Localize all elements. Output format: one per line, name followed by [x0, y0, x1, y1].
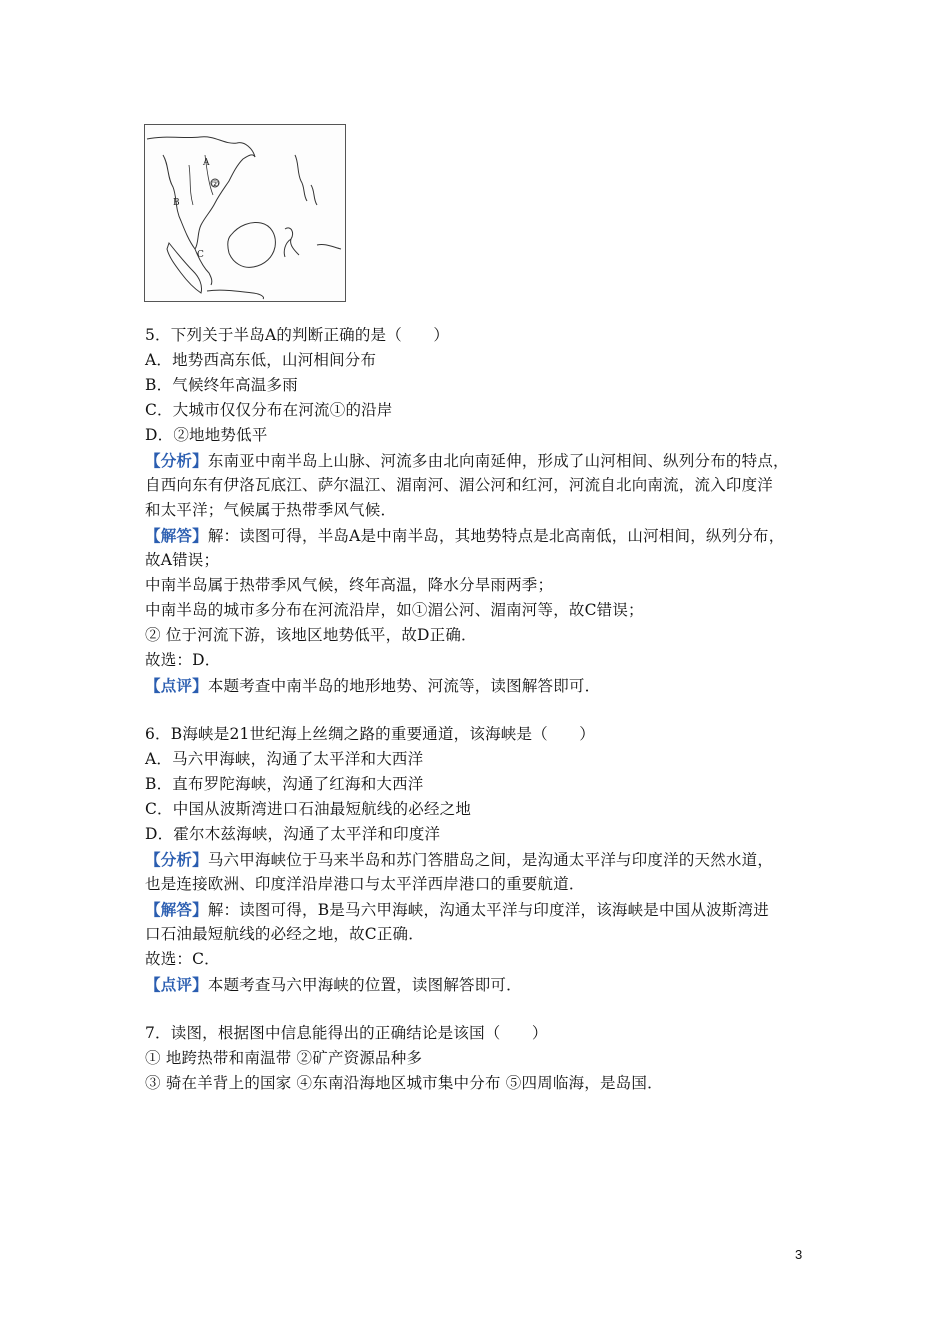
analysis-line: 也是连接欧洲、印度洋沿岸港口与太平洋西岸港口的重要航道． [145, 875, 585, 893]
map-new-guinea [317, 244, 341, 249]
analysis-tag: 【分析】 [145, 850, 208, 869]
analysis-tag: 【分析】 [145, 451, 208, 470]
option-d: D．霍尔木兹海峡，沟通了太平洋和印度洋 [145, 825, 441, 843]
question-stem: 7．读图，根据图中信息能得出的正确结论是该国（ ） [145, 1024, 548, 1042]
map-label-circle2: ② [211, 180, 220, 190]
answer-line [145, 897, 825, 922]
map-river [189, 165, 193, 205]
answer-line: 故选：D． [145, 651, 221, 669]
answer-text: 解：读图可得，B是马六甲海峡，沟通太平洋与印度洋，该海峡是中国从波斯湾进 [207, 901, 769, 919]
option-d: D．②地地势低平 [145, 426, 268, 444]
answer-line: 中南半岛属于热带季风气候，终年高温，降水分旱雨两季； [145, 576, 554, 594]
option-a: A．地势西高东低，山河相间分布 [145, 351, 377, 369]
answer-tag: 【解答】 [145, 526, 208, 545]
comment-text: 本题考查马六甲海峡的位置，读图解答即可． [207, 976, 522, 994]
answer-text: 解：读图可得，半岛A是中南半岛，其地势特点是北高南低，山河相间，纵列分布， [207, 527, 785, 545]
map-java [207, 290, 264, 299]
question-stem: 5．下列关于半岛A的判断正确的是（ ） [145, 326, 450, 344]
statement-line: ① 地跨热带和南温带 ②矿产资源品种多 [145, 1049, 423, 1067]
option-b: B．直布罗陀海峡，沟通了红海和大西洋 [145, 775, 424, 793]
comment-text: 本题考查中南半岛的地形地势、河流等，读图解答即可． [207, 677, 601, 695]
analysis-text: 马六甲海峡位于马来半岛和苏门答腊岛之间，是沟通太平洋与印度洋的天然水道， [207, 851, 774, 869]
answer-line: 故A错误； [145, 551, 220, 569]
spacer [145, 997, 825, 1021]
map-philippines [295, 155, 317, 205]
analysis-line [145, 448, 825, 473]
map-label-b: B [173, 198, 180, 208]
answer-line [145, 523, 825, 548]
answer-line: 故选：C． [145, 950, 220, 968]
comment-line [145, 972, 825, 997]
question-7 [145, 1021, 825, 1096]
comment-tag: 【点评】 [145, 975, 208, 994]
question-5 [145, 323, 825, 698]
question-6 [145, 722, 825, 997]
document-body [145, 323, 825, 1096]
map-borneo [228, 223, 276, 268]
map-coastline-north [147, 137, 255, 157]
option-a: A．马六甲海峡，沟通了太平洋和大西洋 [145, 750, 424, 768]
analysis-text: 东南亚中南半岛上山脉、河流多由北向南延伸，形成了山河相间、纵列分布的特点， [207, 452, 789, 470]
option-c: C．中国从波斯湾进口石油最短航线的必经之地 [145, 800, 472, 818]
spacer [145, 698, 825, 722]
answer-line: 口石油最短航线的必经之地，故C正确． [145, 925, 424, 943]
comment-line [145, 673, 825, 698]
answer-tag: 【解答】 [145, 900, 208, 919]
analysis-line: 自西向东有伊洛瓦底江、萨尔温江、湄南河、湄公河和红河，河流自北向南流，流入印度洋 [145, 476, 774, 494]
page-number: 3 [795, 1247, 803, 1262]
answer-line: ② 位于河流下游，该地区地势低平，故D正确． [145, 626, 477, 644]
southeast-asia-map [144, 124, 346, 302]
analysis-line [145, 847, 825, 872]
statement-line: ③ 骑在羊背上的国家 ④东南沿海地区城市集中分布 ⑤四周临海，是岛国． [145, 1074, 663, 1092]
map-drawing [145, 125, 345, 301]
comment-tag: 【点评】 [145, 676, 208, 695]
map-label-c: C [197, 250, 204, 260]
analysis-line: 和太平洋；气候属于热带季风气候． [145, 501, 397, 519]
map-sulawesi [284, 228, 299, 257]
map-label-a: A [203, 158, 210, 168]
option-b: B．气候终年高温多雨 [145, 376, 298, 394]
answer-line: 中南半岛的城市多分布在河流沿岸，如①湄公河、湄南河等，故C错误； [145, 601, 644, 619]
option-c: C．大城市仅仅分布在河流①的沿岸 [145, 401, 393, 419]
question-stem: 6．B海峡是21世纪海上丝绸之路的重要通道，该海峡是（ ） [145, 725, 595, 743]
